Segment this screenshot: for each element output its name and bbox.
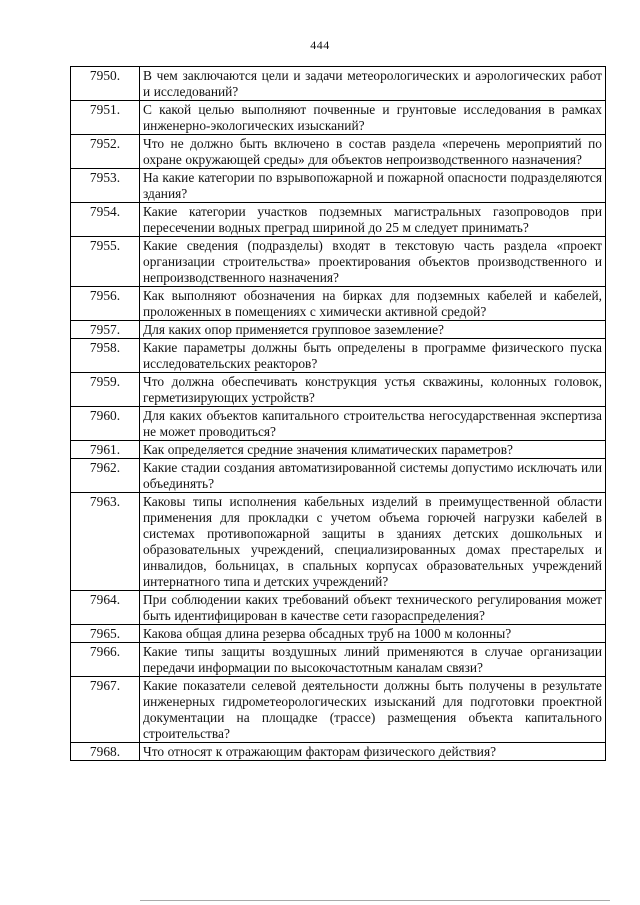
question-number: 7961. (71, 441, 140, 459)
question-row (71, 135, 606, 169)
question-row (71, 743, 606, 761)
question-number: 7967. (71, 677, 140, 743)
question-text: Что не должно быть включено в состав раздела «перечень мероприятий по охране окружающей среды» для объектов непроизводственного назначения? (140, 135, 606, 169)
question-text: Как выполняют обозначения на бирках для подземных кабелей и кабелей, проложенных в помещениях с химически активной средой? (140, 287, 606, 321)
question-text: Какие типы защиты воздушных линий применяются в случае организации передачи информации по высокочастотным каналам связи? (140, 643, 606, 677)
question-row (71, 339, 606, 373)
question-number: 7960. (71, 407, 140, 441)
question-row (71, 643, 606, 677)
question-number: 7962. (71, 459, 140, 493)
question-number: 7953. (71, 169, 140, 203)
question-row (71, 101, 606, 135)
question-row (71, 625, 606, 643)
question-row (71, 287, 606, 321)
question-text: С какой целью выполняют почвенные и грунтовые исследования в рамках инженерно-экологических изысканий? (140, 101, 606, 135)
question-number: 7968. (71, 743, 140, 761)
question-text: Для каких объектов капитального строительства негосударственная экспертиза не может проводиться? (140, 407, 606, 441)
question-row (71, 321, 606, 339)
question-number: 7956. (71, 287, 140, 321)
question-row (71, 677, 606, 743)
question-number: 7951. (71, 101, 140, 135)
question-row (71, 169, 606, 203)
question-number: 7966. (71, 643, 140, 677)
question-row (71, 67, 606, 101)
question-number: 7954. (71, 203, 140, 237)
questions-table (70, 66, 606, 761)
question-text: Какие сведения (подразделы) входят в текстовую часть раздела «проект организации строительства» проектирования объектов производственного и непроизводственного назначения? (140, 237, 606, 287)
question-number: 7955. (71, 237, 140, 287)
question-text: На какие категории по взрывопожарной и пожарной опасности подразделяются здания? (140, 169, 606, 203)
question-text: Что должна обеспечивать конструкция устья скважины, колонных головок, герметизирующих устройств? (140, 373, 606, 407)
question-number: 7952. (71, 135, 140, 169)
question-text: Какие категории участков подземных магистральных газопроводов при пересечении водных преград шириной до 25 м следует принимать? (140, 203, 606, 237)
question-number: 7964. (71, 591, 140, 625)
question-text: Каковы типы исполнения кабельных изделий в преимущественной области применения для прокладки с учетом объема горючей нагрузки кабелей в системах противопожарной защиты в зданиях детских дошкольных и образовательных учреждений, специализированных домах престарелых и инвалидов, больницах, в спальных корпусах образовательных учреждений интернатного типа и детских учреждений? (140, 493, 606, 591)
question-text: В чем заключаются цели и задачи метеорологических и аэрологических работ и исследований? (140, 67, 606, 101)
page-number: 444 (310, 38, 330, 52)
question-row (71, 591, 606, 625)
question-text: Что относят к отражающим факторам физического действия? (140, 743, 606, 761)
question-text: Как определяется средние значения климатических параметров? (140, 441, 606, 459)
question-text: При соблюдении каких требований объект технического регулирования может быть идентифицирован в качестве сети газораспределения? (140, 591, 606, 625)
question-number: 7950. (71, 67, 140, 101)
question-number: 7958. (71, 339, 140, 373)
question-row (71, 373, 606, 407)
question-number: 7963. (71, 493, 140, 591)
question-text: Какие показатели селевой деятельности должны быть получены в результате инженерных гидрометеорологических изысканий для подготовки проектной документации на площадке (трассе) размещения объекта капитального строительства? (140, 677, 606, 743)
question-row (71, 407, 606, 441)
footer-divider (140, 900, 610, 901)
questions-table-body (71, 67, 606, 761)
question-row (71, 203, 606, 237)
question-row (71, 493, 606, 591)
question-text: Какие стадии создания автоматизированной системы допустимо исключать или объединять? (140, 459, 606, 493)
question-number: 7959. (71, 373, 140, 407)
question-text: Какова общая длина резерва обсадных труб на 1000 м колонны? (140, 625, 606, 643)
question-number: 7957. (71, 321, 140, 339)
question-number: 7965. (71, 625, 140, 643)
question-row (71, 441, 606, 459)
question-text: Какие параметры должны быть определены в программе физического пуска исследовательских реакторов? (140, 339, 606, 373)
question-row (71, 459, 606, 493)
question-text: Для каких опор применяется групповое заземление? (140, 321, 606, 339)
question-row (71, 237, 606, 287)
